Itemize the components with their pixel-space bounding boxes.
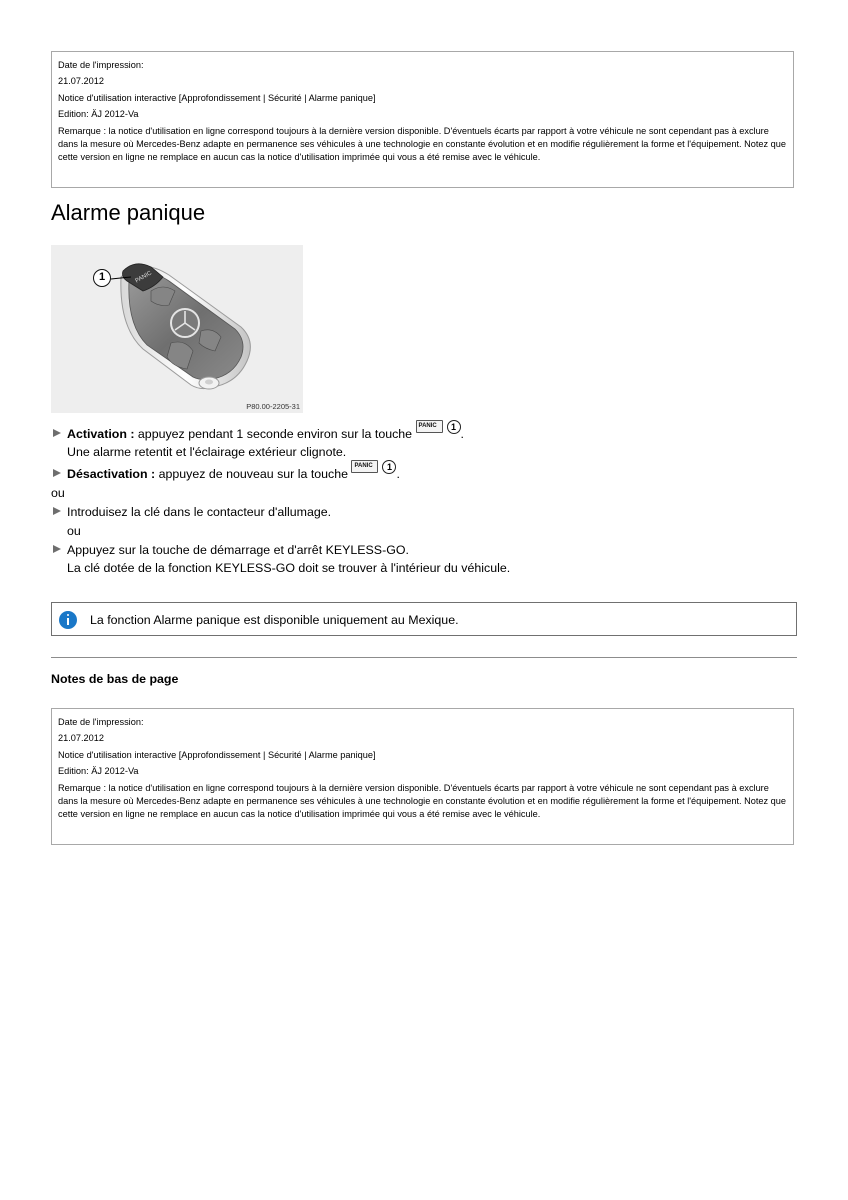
panic-key-icon: PANIC	[416, 420, 443, 433]
page-title: Alarme panique	[51, 200, 206, 225]
key-fob-figure	[51, 245, 303, 413]
figure-code: P80.00-2205-31	[246, 402, 300, 411]
info-note-box	[51, 602, 797, 636]
key-fob-illustration	[51, 245, 303, 413]
deactivation-text: appuyez de nouveau sur la touche	[155, 467, 352, 481]
breadcrumb: Notice d'utilisation interactive [Approfondissement | Sécurité | Alarme panique]	[58, 92, 376, 103]
activation-label: Activation :	[67, 427, 135, 441]
footnotes-heading: Notes de bas de page	[51, 672, 179, 686]
print-date: 21.07.2012	[58, 733, 104, 744]
print-date-label: Date de l'impression:	[58, 60, 144, 70]
bullet-arrow-icon	[53, 429, 61, 437]
bullet-arrow-icon	[53, 469, 61, 477]
print-info-box-bottom	[51, 708, 794, 845]
step-insert-key: Introduisez la clé dans le contacteur d'allumage.	[67, 505, 332, 519]
step-deactivation: Désactivation : appuyez de nouveau sur la touche PANIC 1 .	[67, 462, 400, 481]
step-keyless-press: Appuyez sur la touche de démarrage et d'arrêt KEYLESS-GO.	[67, 543, 409, 557]
deactivation-label: Désactivation :	[67, 467, 156, 481]
remark: Remarque : la notice d'utilisation en ligne correspond toujours à la dernière version disponible. D'éventuels écarts par rapport à votre véhicule ne sont cependant pas à exclure dans la mesure où Mercedes-Benz adapte en permanence ses véhicules à une technologie en constante évolution et en modifie régulièrement la forme et l'équipement. Notez que cette version en ligne ne remplace en aucun cas la notice d'utilisation imprimée qui vous a été remise avec le véhicule.	[58, 125, 787, 163]
bullet-arrow-icon	[53, 507, 61, 515]
bullet-arrow-icon	[53, 545, 61, 553]
step-activation: Activation : appuyez pendant 1 seconde environ sur la touche PANIC 1 .	[67, 422, 464, 441]
svg-text:PANIC: PANIC	[134, 270, 154, 285]
info-note-text: La fonction Alarme panique est disponible uniquement au Mexique.	[90, 613, 459, 627]
keyless-note: La clé dotée de la fonction KEYLESS-GO doit se trouver à l'intérieur du véhicule.	[67, 561, 511, 575]
edition: Edition: ÄJ 2012-Va	[58, 109, 139, 120]
info-icon	[59, 611, 77, 629]
or-text: ou	[67, 524, 81, 538]
callout-1: 1	[93, 269, 111, 287]
print-date-label: Date de l'impression:	[58, 717, 144, 727]
panic-key-icon: PANIC	[351, 460, 378, 473]
or-text: ou	[51, 486, 65, 500]
activation-text: appuyez pendant 1 seconde environ sur la touche	[134, 427, 416, 441]
activation-result: Une alarme retentit et l'éclairage extérieur clignote.	[67, 445, 347, 459]
breadcrumb: Notice d'utilisation interactive [Approfondissement | Sécurité | Alarme panique]	[58, 749, 376, 760]
remark: Remarque : la notice d'utilisation en ligne correspond toujours à la dernière version disponible. D'éventuels écarts par rapport à votre véhicule ne sont cependant pas à exclure dans la mesure où Mercedes-Benz adapte en permanence ses véhicules à une technologie en constante évolution et en modifie régulièrement la forme et l'équipement. Notez que cette version en ligne ne remplace en aucun cas la notice d'utilisation imprimée qui vous a été remise avec le véhicule.	[58, 782, 787, 820]
ref-circle-1: 1	[382, 460, 396, 474]
divider	[51, 657, 797, 658]
edition: Edition: ÄJ 2012-Va	[58, 766, 139, 777]
ref-circle-1: 1	[447, 420, 461, 434]
print-info-box-top	[51, 51, 794, 188]
print-date: 21.07.2012	[58, 76, 104, 87]
